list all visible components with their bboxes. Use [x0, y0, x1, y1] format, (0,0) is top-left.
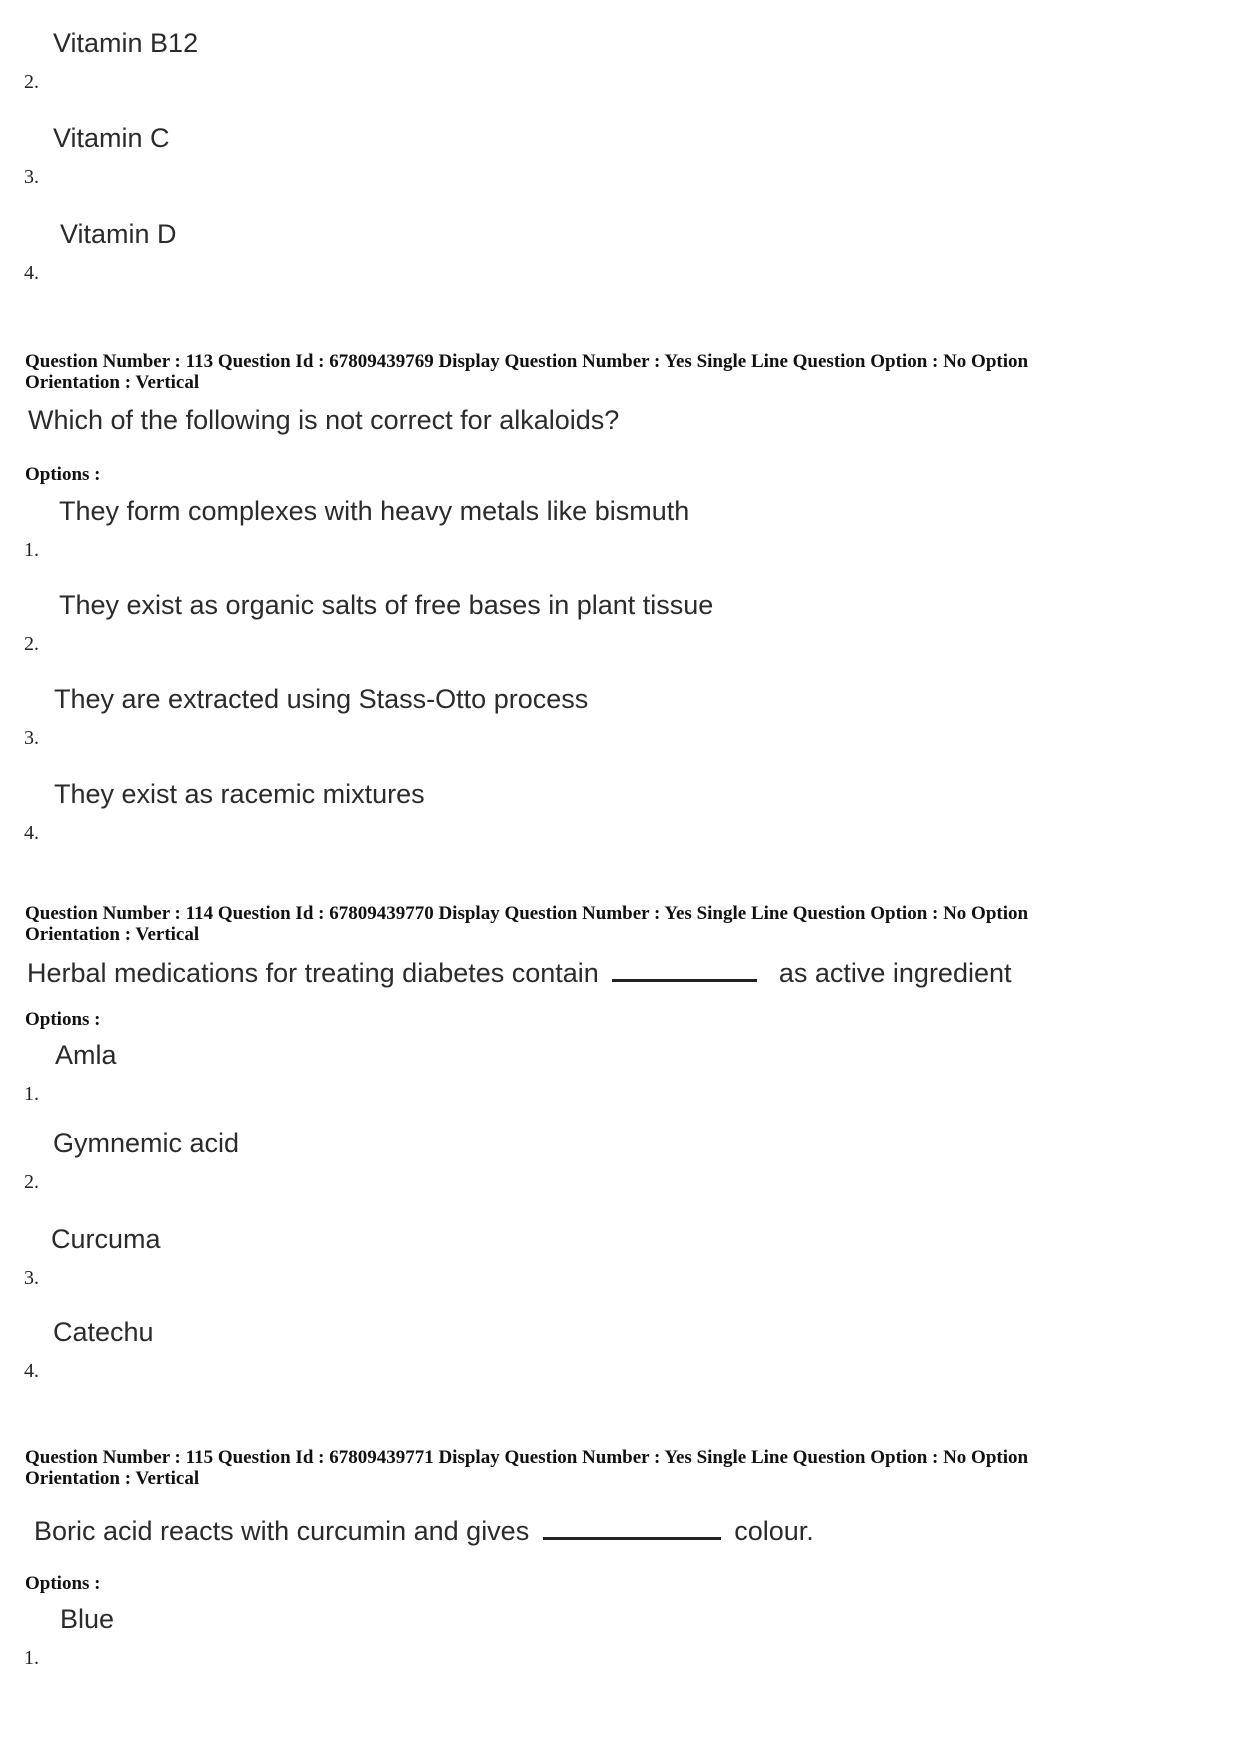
question-meta-line: Orientation : Vertical: [25, 924, 200, 945]
option-number: 4.: [24, 262, 39, 284]
fill-in-blank: [543, 1511, 721, 1540]
option-item[interactable]: [0, 219, 1240, 284]
options-label: Options :: [25, 1573, 101, 1594]
options-label: Options :: [25, 1009, 101, 1030]
option-text: They are extracted using Stass-Otto process: [54, 684, 589, 714]
question-meta-line: Orientation : Vertical: [25, 1468, 200, 1489]
option-item[interactable]: [0, 123, 1240, 188]
option-text: They exist as racemic mixtures: [54, 779, 425, 809]
option-text: They form complexes with heavy metals like bismuth: [59, 496, 690, 526]
option-text: Gymnemic acid: [53, 1128, 240, 1158]
question-text: [34, 1511, 814, 1547]
question-meta: [25, 1447, 1215, 1489]
question-meta-line: Question Number : 115 Question Id : 67809439771 Display Question Number : Yes Single Line Question Option : No Option: [25, 1447, 1029, 1468]
option-item[interactable]: [0, 1317, 1240, 1382]
option-number: 1.: [24, 1083, 39, 1105]
option-number: 3.: [24, 1267, 39, 1289]
option-number: 1.: [24, 539, 39, 561]
question-text: [27, 953, 1012, 989]
option-item[interactable]: [0, 684, 1240, 749]
option-number: 3.: [24, 727, 39, 749]
option-text: Amla: [55, 1040, 117, 1070]
option-item[interactable]: [0, 1040, 1240, 1105]
option-text: Curcuma: [51, 1224, 161, 1254]
options-label: Options :: [25, 464, 101, 485]
question-meta-line: Question Number : 113 Question Id : 67809439769 Display Question Number : Yes Single Line Question Option : No Option: [25, 351, 1029, 372]
option-item[interactable]: [0, 1128, 1240, 1193]
option-item[interactable]: [0, 28, 1240, 93]
question-meta: [25, 903, 1215, 945]
question-text: Which of the following is not correct for alkaloids?: [28, 405, 620, 435]
question-text-after: colour.: [734, 1516, 814, 1546]
option-number: 4.: [24, 822, 39, 844]
option-number: 2.: [24, 1171, 39, 1193]
option-number: 3.: [24, 166, 39, 188]
option-item[interactable]: [0, 779, 1240, 844]
question-text-before: Herbal medications for treating diabetes contain: [27, 958, 599, 988]
option-text: Vitamin B12: [53, 28, 199, 58]
option-number: 2.: [24, 71, 39, 93]
option-item[interactable]: [0, 1224, 1240, 1289]
option-text: Blue: [60, 1604, 115, 1634]
option-item[interactable]: [0, 1604, 1240, 1669]
option-number: 1.: [24, 1647, 39, 1669]
option-text: Catechu: [53, 1317, 154, 1347]
option-item[interactable]: [0, 496, 1240, 561]
option-number: 2.: [24, 633, 39, 655]
option-item[interactable]: [0, 590, 1240, 655]
option-text: Vitamin D: [60, 219, 177, 249]
question-meta: [25, 351, 1215, 393]
option-number: 4.: [24, 1360, 39, 1382]
question-text-after: as active ingredient: [778, 958, 1012, 988]
option-text: Vitamin C: [53, 123, 170, 153]
question-meta-line: Orientation : Vertical: [25, 372, 200, 393]
option-text: They exist as organic salts of free bases in plant tissue: [59, 590, 714, 620]
question-text-before: Boric acid reacts with curcumin and gives: [34, 1516, 530, 1546]
fill-in-blank: [612, 953, 757, 982]
question-meta-line: Question Number : 114 Question Id : 67809439770 Display Question Number : Yes Single Line Question Option : No Option: [25, 903, 1029, 924]
